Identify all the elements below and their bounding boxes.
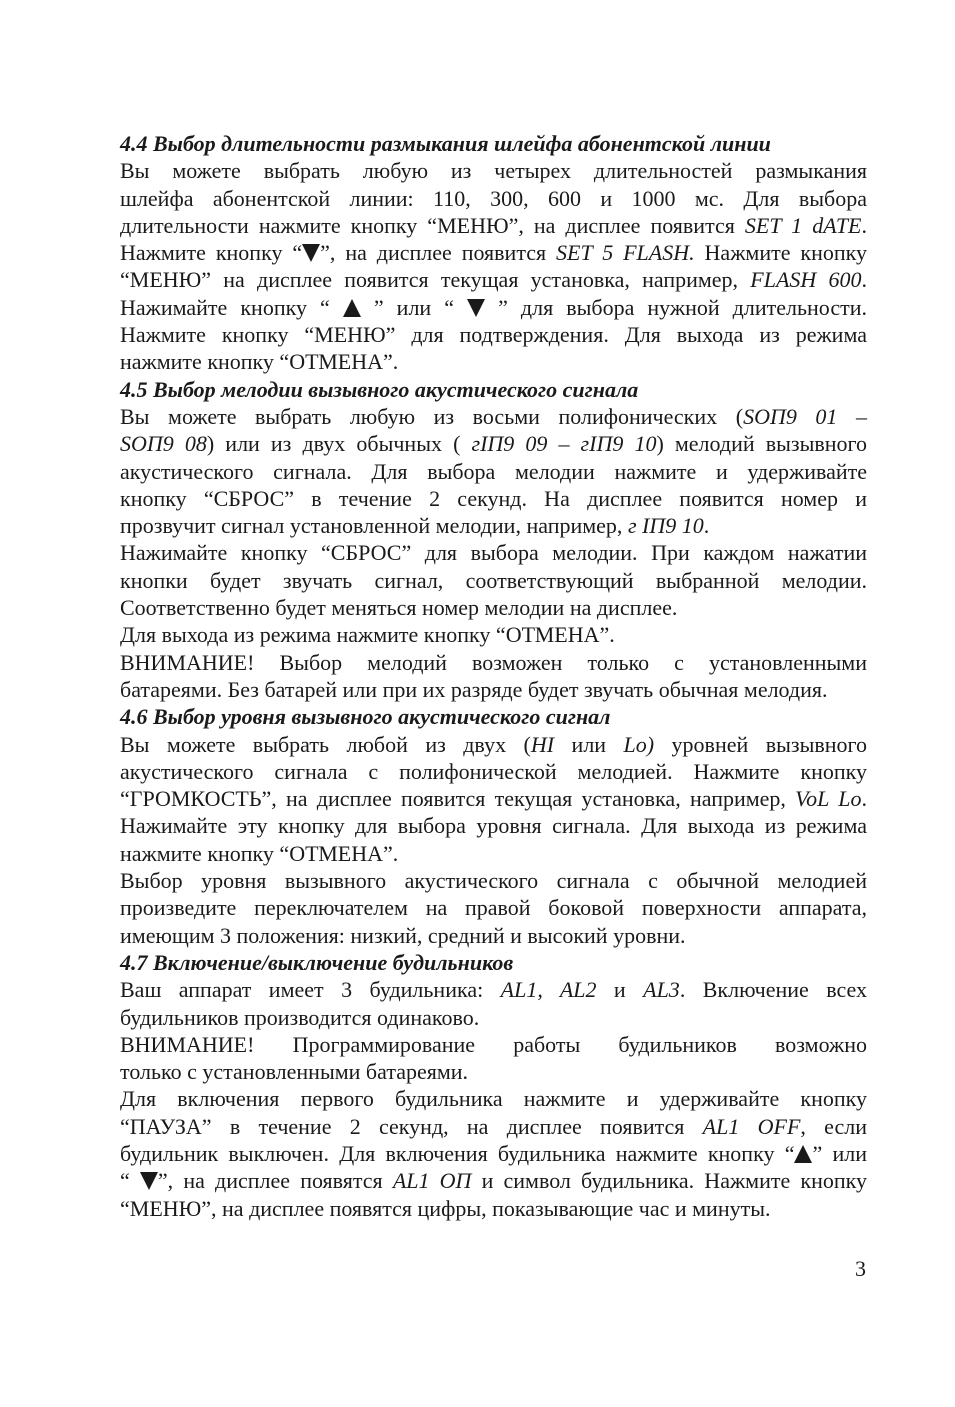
section-heading-4-6: 4.6 Выбор уровня вызывного акустического сигнал [120,704,611,730]
text-line: ВНИМАНИЕ! Выбор мелодий возможен только с установленными [120,649,867,675]
triangle-down-icon [140,1172,158,1190]
document-page [87,130,867,1222]
page-number: 3 [855,1256,866,1281]
text-line: Соответственно будет меняться номер мелодии на дисплее. [120,595,678,621]
text-line: Вы можете выбрать любую из восьми полифонических (SOП9 01 – [120,403,867,429]
text-line: Для включения первого будильника нажмите и удерживайте кнопку [120,1086,867,1112]
triangle-up-icon [794,1145,812,1163]
text-line: Нажмите кнопку “МЕНЮ” для подтверждения. Для выхода из режима [120,322,867,348]
text-line: Нажимайте кнопку “ ” или “ ” для выбора нужной длительности. [120,294,867,320]
text-line: “МЕНЮ” на дисплее появится текущая установка, например, FLASH 600. [120,267,867,293]
text-line: кнопки будет звучать сигнал, соответствующий выбранной мелодии. [120,567,867,593]
text-line: акустического сигнала. Для выбора мелодии нажмите и удерживайте [120,458,867,484]
text-line: Для выхода из режима нажмите кнопку “ОТМЕНА”. [120,622,615,648]
paragraph-4-5-1 [87,403,867,539]
section-heading-4-4: 4.4 Выбор длительности размыкания шлейфа абонентской линии [120,131,771,156]
text-line: прозвучит сигнал установленной мелодии, например, г IП9 10. [120,513,710,539]
text-line: произведите переключателем на правой боковой поверхности аппарата, [120,895,867,921]
text-line: Нажимайте эту кнопку для выбора уровня сигнала. Для выхода из режима [120,813,867,839]
text-line: нажмите кнопку “ОТМЕНА”. [120,349,399,375]
text-line: будильник выключен. Для включения будильника нажмите кнопку “ ” или [120,1140,867,1166]
text-line: “МЕНЮ”, на дисплее появятся цифры, показывающие час и минуты. [120,1195,771,1221]
paragraph-4-5-4 [87,649,867,704]
paragraph-4-4 [87,157,867,375]
paragraph-4-7-1 [87,976,867,1031]
text-line: имеющим 3 положения: низкий, средний и высокий уровни. [120,922,686,948]
text-line: Вы можете выбрать любую из четырех длительностей размыкания [120,158,867,184]
text-line: “ ”, на дисплее появятся AL1 OП и символ будильника. Нажмите кнопку [120,1168,867,1194]
text-line: батареями. Без батарей или при их разряде будет звучать обычная мелодия. [120,676,828,702]
text-line: Нажмите кнопку “ ”, на дисплее появится SET 5 FLASH. Нажмите кнопку [120,240,867,266]
paragraph-4-5-2 [87,539,867,621]
text-line: кнопку “СБРОС” в течение 2 секунд. На дисплее появится номер и [120,485,867,511]
paragraph-4-7-2 [87,1031,867,1086]
section-heading-4-7: 4.7 Включение/выключение будильников [120,949,514,975]
paragraph-4-7-3 [87,1085,867,1221]
section-heading-4-5: 4.5 Выбор мелодии вызывного акустического сигнала [120,376,639,402]
triangle-down-icon [467,299,485,317]
text-line: длительности нажмите кнопку “МЕНЮ”, на дисплее появится SET 1 dATE. [120,212,867,238]
text-line: только с установленными батареями. [120,1059,469,1085]
text-line: SOП9 08) или из двух обычных ( гIП9 09 – гIП9 10) мелодий вызывного [120,431,868,457]
text-line: шлейфа абонентской линии: 110, 300, 600 и 1000 мс. Для выбора [120,185,867,211]
text-line: Ваш аппарат имеет 3 будильника: AL1, AL2 и AL3. Включение всех [120,977,867,1003]
text-line: нажмите кнопку “ОТМЕНА”. [120,840,399,866]
text-line: “ПАУЗА” в течение 2 секунд, на дисплее появится AL1 OFF, если [120,1113,867,1139]
text-line: “ГРОМКОСТЬ”, на дисплее появится текущая установка, например, VoL Lo. [120,786,867,812]
paragraph-4-5-3 [87,621,867,648]
triangle-up-icon [343,299,361,317]
text-line: ВНИМАНИЕ! Программирование работы будильников возможно [120,1031,867,1057]
text-line: Выбор уровня вызывного акустического сигнала с обычной мелодией [120,868,867,894]
text-line: Нажимайте кнопку “СБРОС” для выбора мелодии. При каждом нажатии [120,540,867,566]
text-line: акустического сигнала с полифонической мелодией. Нажмите кнопку [120,758,867,784]
paragraph-4-6-2 [87,867,867,949]
text-line: будильников производится одинаково. [120,1004,480,1030]
triangle-down-icon [302,244,320,262]
text-line: Вы можете выбрать любой из двух (HI или Lo) уровней вызывного [120,731,867,757]
paragraph-4-6-1 [87,731,867,867]
